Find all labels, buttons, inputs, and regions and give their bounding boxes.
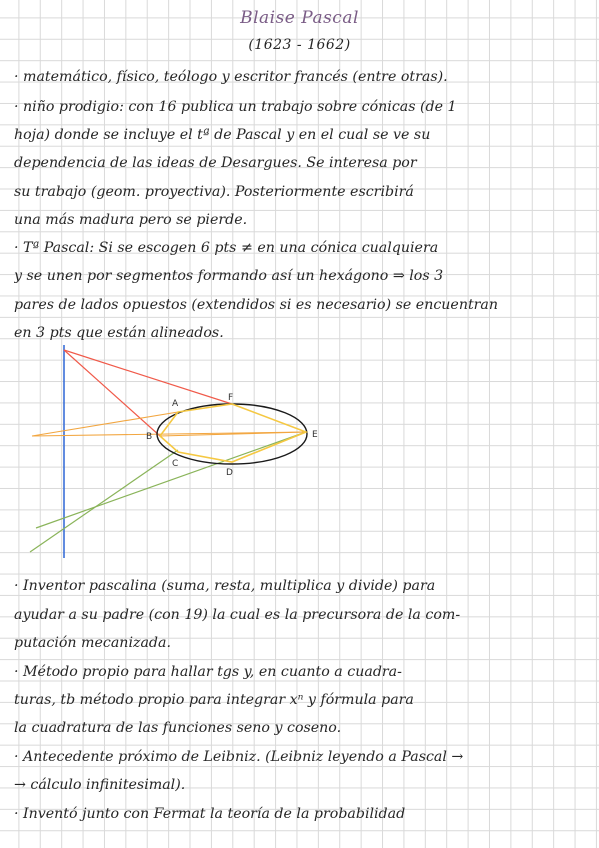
point-label-e: E [312,430,318,440]
text-line: pares de lados opuestos (extendidos si es necesario) se encuentran [14,297,499,313]
point-label-a: A [172,399,179,409]
red-line-1 [64,350,232,404]
text-line: putación mecanizada. [14,635,171,651]
text-line: · Método propio para hallar tgs y, en cuanto a cuadra- [14,664,402,680]
text-line: · Inventor pascalina (suma, resta, multiplica y divide) para [14,578,436,594]
text-line: turas, tb método propio para integrar xⁿ y fórmula para [14,692,414,708]
point-label-b: B [146,432,153,442]
text-line: → cálculo infinitesimal). [14,777,186,793]
text-line: ayudar a su padre (con 19) la cual es la precursora de la com- [14,607,461,623]
text-line: hoja) donde se incluye el tª de Pascal y en el cual se ve su [14,127,431,143]
text-line: · matemático, físico, teólogo y escritor francés (entre otras). [14,69,448,85]
text-line: la cuadratura de las funciones seno y coseno. [14,720,342,736]
text-line: · Antecedente próximo de Leibniz. (Leibniz leyendo a Pascal → [14,749,464,765]
text-line: · Inventó junto con Fermat la teoría de la probabilidad [14,806,406,822]
text-line: · niño prodigio: con 16 publica un trabajo sobre cónicas (de 1 [14,99,457,115]
green-line-2 [30,450,178,552]
title-name: Blaise Pascal [240,8,359,28]
pascal-hexagon-figure [0,340,599,570]
text-line: y se unen por segmentos formando así un hexágono ⇒ los 3 [14,268,444,284]
point-label-c: C [172,459,179,469]
text-line: dependencia de las ideas de Desargues. Se interesa por [14,155,417,171]
text-line: su trabajo (geom. proyectiva). Posteriormente escribirá [14,184,414,200]
text-line: · Tª Pascal: Si se escogen 6 pts ≠ en una cónica cualquiera [14,240,439,256]
point-label-d: D [226,468,233,478]
title-dates: (1623 - 1662) [248,37,351,53]
text-line: una más madura pero se pierde. [14,212,248,228]
point-label-f: F [228,393,234,403]
text-line: en 3 pts que están alineados. [14,325,224,341]
